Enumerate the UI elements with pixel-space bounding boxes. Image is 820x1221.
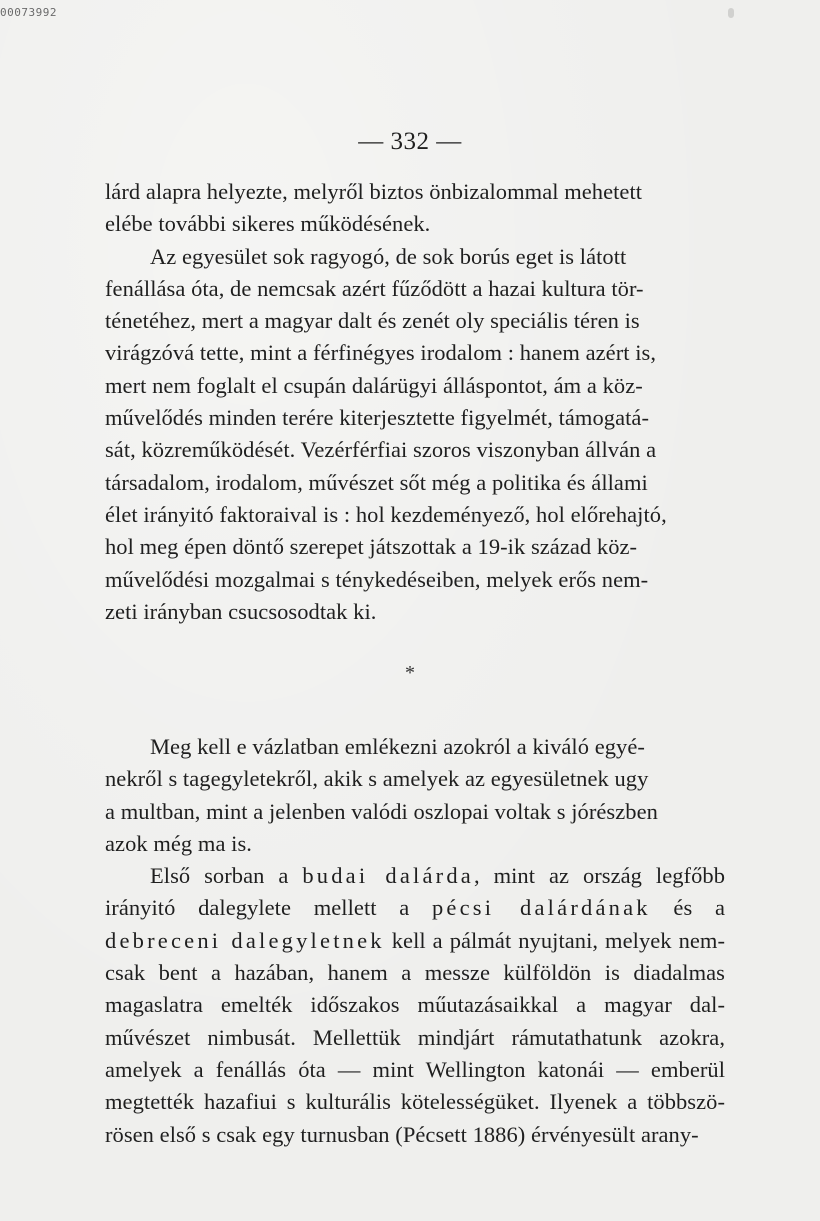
line: művelődés minden terére kiterjesztette figyelmét, támogatá- (105, 405, 649, 431)
text-segment: kell a pálmát nyujtani, melyek nem-csak bent a hazában, hanem a messze külföldön is diadalmas magaslatra emelték időszakos műutazásaikkal a magyar dal-művészet nimbusát. Mellettük mindjárt rámutathatunk azokra, amelyek a fenállás óta — mint Wellington katonái — emberül megtették hazafiui s kulturális kötelességüket. Ilyenek a többszö-rösen első s csak egy turnusban (Pécsett 1886) érvényesült arany- (105, 927, 726, 1147)
page-number: — 332 — (358, 128, 462, 155)
section-separator-asterisk: * (405, 662, 415, 684)
paragraph-intro (105, 731, 725, 860)
paragraph-history (105, 241, 725, 629)
line: ténetéhez, mert a magyar dalt és zenét oly speciális téren is (105, 308, 640, 334)
text-segment: Első sorban a (150, 863, 303, 889)
line: fenállása óta, de nemcsak azért fűződött a hazai kultura tör- (105, 275, 644, 301)
line: azok még ma is. (105, 830, 252, 856)
text-block-top (105, 176, 725, 628)
emphasized-name: debreceni dalegyletnek (105, 927, 385, 953)
line: a multban, mint a jelenben valódi oszlopai voltak s jórészben (105, 798, 658, 824)
text-segment: és a (650, 895, 725, 921)
paragraph-choirs (105, 860, 725, 1151)
scan-id-label: 00073992 (0, 6, 57, 19)
paper-speck (728, 8, 734, 18)
emphasized-name: budai dalárda (302, 863, 474, 889)
line: Az egyesület sok ragyogó, de sok borús eget is látott (150, 243, 627, 269)
line: társadalom, irodalom, művészet sőt még a politika és állami (105, 469, 648, 495)
paragraph-continuation (105, 176, 725, 241)
emphasized-name: pécsi dalárdának (431, 895, 651, 921)
text-block-bottom (105, 731, 725, 1151)
line: virágzóvá tette, mint a férfinégyes irodalom : hanem azért is, (105, 340, 657, 366)
line: Meg kell e vázlatban emlékezni azokról a kiváló egyé- (150, 734, 645, 759)
line: művelődési mozgalmai s ténykedéseiben, melyek erős nem- (105, 566, 649, 592)
line: sát, közreműködését. Vezérférfiai szoros viszonyban állván a (105, 437, 657, 463)
line: elébe további sikeres működésének. (105, 211, 431, 237)
line: nekről s tagegyletekről, akik s amelyek az egyesületnek ugy (105, 766, 649, 792)
line: lárd alapra helyezte, melyről biztos önbizalommal mehetett (105, 179, 643, 204)
line: zeti irányban csucsosodtak ki. (105, 598, 377, 624)
line: hol meg épen döntő szerepet játszottak a 19-ik század köz- (105, 534, 638, 560)
text-segment: , mint az ország legfőbb irányitó dalegylete mellett a (105, 863, 725, 921)
line: mert nem foglalt el csupán dalárügyi álláspontot, ám a köz- (105, 372, 643, 398)
line: élet irányitó faktoraival is : hol kezdeményező, hol előrehajtó, (105, 501, 667, 527)
